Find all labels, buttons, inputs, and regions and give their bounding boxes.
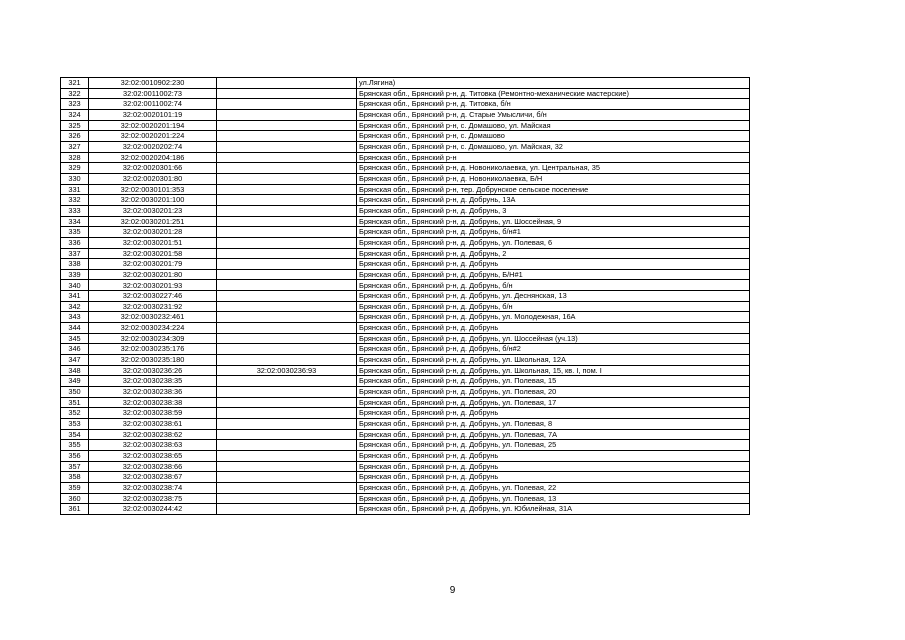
cadastral-number-cell: 32:02:0030238:61 [89,419,217,430]
row-number-cell: 331 [61,184,89,195]
address-cell: Брянская обл., Брянский р-н, д. Добрунь, ул. Полевая, 8 [357,419,750,430]
table-row [61,323,750,334]
table-row [61,280,750,291]
address-cell: Брянская обл., Брянский р-н, тер. Добрунское сельское поселение [357,184,750,195]
address-cell: Брянская обл., Брянский р-н, д. Добрунь [357,472,750,483]
related-cadastral-number-cell [217,88,357,99]
address-cell: Брянская обл., Брянский р-н [357,152,750,163]
table-row [61,269,750,280]
row-number-cell: 322 [61,88,89,99]
cadastral-number-cell: 32:02:0030101:353 [89,184,217,195]
row-number-cell: 332 [61,195,89,206]
table-row [61,504,750,515]
table-row [61,376,750,387]
address-cell: Брянская обл., Брянский р-н, д. Добрунь, б/н#1 [357,227,750,238]
related-cadastral-number-cell [217,440,357,451]
page-number: 9 [449,585,456,596]
row-number-cell: 338 [61,259,89,270]
cadastral-number-cell: 32:02:0020201:194 [89,120,217,131]
address-cell: Брянская обл., Брянский р-н, д. Новониколаевка, ул. Центральная, 35 [357,163,750,174]
cadastral-number-cell: 32:02:0030201:28 [89,227,217,238]
related-cadastral-number-cell [217,397,357,408]
related-cadastral-number-cell [217,109,357,120]
row-number-cell: 342 [61,301,89,312]
related-cadastral-number-cell [217,419,357,430]
table-body [61,78,750,515]
cadastral-number-cell: 32:02:0030201:51 [89,237,217,248]
row-number-cell: 341 [61,291,89,302]
cadastral-number-cell: 32:02:0030201:80 [89,269,217,280]
table-row [61,173,750,184]
row-number-cell: 352 [61,408,89,419]
address-cell: Брянская обл., Брянский р-н, д. Добрунь [357,408,750,419]
address-cell: Брянская обл., Брянский р-н, д. Новониколаевка, Б/Н [357,173,750,184]
table-row [61,461,750,472]
table-row [61,365,750,376]
cadastral-number-cell: 32:02:0030232:461 [89,312,217,323]
row-number-cell: 360 [61,493,89,504]
related-cadastral-number-cell [217,323,357,334]
address-cell: Брянская обл., Брянский р-н, с. Домашово [357,131,750,142]
row-number-cell: 353 [61,419,89,430]
table-row [61,493,750,504]
address-cell: Брянская обл., Брянский р-н, д. Добрунь, ул. Полевая, 13 [357,493,750,504]
address-cell: Брянская обл., Брянский р-н, д. Добрунь, ул. Полевая, 22 [357,482,750,493]
table-row [61,99,750,110]
address-cell: Брянская обл., Брянский р-н, с. Домашово, ул. Майская, 32 [357,141,750,152]
related-cadastral-number-cell [217,333,357,344]
related-cadastral-number-cell [217,195,357,206]
related-cadastral-number-cell [217,450,357,461]
address-cell: Брянская обл., Брянский р-н, д. Добрунь [357,450,750,461]
table-row [61,397,750,408]
cadastral-number-cell: 32:02:0020201:224 [89,131,217,142]
related-cadastral-number-cell [217,312,357,323]
table-row [61,440,750,451]
address-cell: Брянская обл., Брянский р-н, д. Добрунь, ул. Шоссейная (уч.13) [357,333,750,344]
related-cadastral-number-cell [217,216,357,227]
cadastral-number-cell: 32:02:0030235:176 [89,344,217,355]
row-number-cell: 358 [61,472,89,483]
related-cadastral-number-cell [217,504,357,515]
row-number-cell: 325 [61,120,89,131]
table-row [61,312,750,323]
table-row [61,301,750,312]
table-row [61,387,750,398]
address-cell: Брянская обл., Брянский р-н, д. Добрунь, ул. Полевая, 7А [357,429,750,440]
cadastral-number-cell: 32:02:0030238:74 [89,482,217,493]
table-row [61,163,750,174]
row-number-cell: 348 [61,365,89,376]
address-cell: Брянская обл., Брянский р-н, д. Добрунь, ул. Деснянская, 13 [357,291,750,302]
address-cell: Брянская обл., Брянский р-н, д. Добрунь, ул. Школьная, 12А [357,355,750,366]
related-cadastral-number-cell [217,269,357,280]
cadastral-number-cell: 32:02:0030234:224 [89,323,217,334]
row-number-cell: 359 [61,482,89,493]
related-cadastral-number-cell [217,237,357,248]
cadastral-number-cell: 32:02:0010902:230 [89,78,217,89]
related-cadastral-number-cell [217,355,357,366]
cadastral-number-cell: 32:02:0020301:80 [89,173,217,184]
table-row [61,88,750,99]
related-cadastral-number-cell [217,344,357,355]
row-number-cell: 336 [61,237,89,248]
cadastral-number-cell: 32:02:0030238:63 [89,440,217,451]
related-cadastral-number-cell: 32:02:0030236:93 [217,365,357,376]
cadastral-number-cell: 32:02:0030238:65 [89,450,217,461]
row-number-cell: 324 [61,109,89,120]
row-number-cell: 356 [61,450,89,461]
table-row [61,184,750,195]
related-cadastral-number-cell [217,493,357,504]
cadastral-number-cell: 32:02:0030201:58 [89,248,217,259]
cadastral-number-cell: 32:02:0030201:93 [89,280,217,291]
related-cadastral-number-cell [217,472,357,483]
related-cadastral-number-cell [217,387,357,398]
table-row [61,344,750,355]
address-cell: Брянская обл., Брянский р-н, д. Добрунь, ул. Школьная, 15, кв. I, пом. I [357,365,750,376]
table-row [61,408,750,419]
address-cell: Брянская обл., Брянский р-н, с. Домашово, ул. Майская [357,120,750,131]
row-number-cell: 333 [61,205,89,216]
cadastral-number-cell: 32:02:0030201:100 [89,195,217,206]
table-row [61,205,750,216]
table-row [61,78,750,89]
related-cadastral-number-cell [217,301,357,312]
row-number-cell: 329 [61,163,89,174]
related-cadastral-number-cell [217,227,357,238]
address-cell: Брянская обл., Брянский р-н, д. Добрунь, б/н#2 [357,344,750,355]
cadastral-number-cell: 32:02:0030201:251 [89,216,217,227]
related-cadastral-number-cell [217,131,357,142]
related-cadastral-number-cell [217,461,357,472]
address-cell: Брянская обл., Брянский р-н, д. Добрунь [357,323,750,334]
row-number-cell: 346 [61,344,89,355]
address-cell: Брянская обл., Брянский р-н, д. Добрунь, ул. Молодежная, 16А [357,312,750,323]
row-number-cell: 357 [61,461,89,472]
cadastral-number-cell: 32:02:0030235:180 [89,355,217,366]
table-row [61,248,750,259]
row-number-cell: 326 [61,131,89,142]
address-cell: Брянская обл., Брянский р-н, д. Добрунь, ул. Шоссейная, 9 [357,216,750,227]
address-cell: Брянская обл., Брянский р-н, д. Добрунь, Б/Н#1 [357,269,750,280]
table-row [61,419,750,430]
cadastral-number-cell: 32:02:0030238:36 [89,387,217,398]
address-cell: Брянская обл., Брянский р-н, д. Добрунь, 2 [357,248,750,259]
cadastral-number-cell: 32:02:0030201:79 [89,259,217,270]
table-row [61,450,750,461]
cadastral-number-cell: 32:02:0030244:42 [89,504,217,515]
table-row [61,131,750,142]
address-cell: Брянская обл., Брянский р-н, д. Добрунь, ул. Юбилейная, 31А [357,504,750,515]
cadastral-number-cell: 32:02:0020301:66 [89,163,217,174]
row-number-cell: 350 [61,387,89,398]
address-cell: Брянская обл., Брянский р-н, д. Добрунь [357,461,750,472]
row-number-cell: 321 [61,78,89,89]
cadastral-number-cell: 32:02:0030227:46 [89,291,217,302]
address-cell: Брянская обл., Брянский р-н, д. Титовка, б/н [357,99,750,110]
table-row [61,291,750,302]
table-row [61,216,750,227]
address-cell: Брянская обл., Брянский р-н, д. Добрунь [357,259,750,270]
address-cell: Брянская обл., Брянский р-н, д. Добрунь, ул. Полевая, 6 [357,237,750,248]
related-cadastral-number-cell [217,120,357,131]
related-cadastral-number-cell [217,205,357,216]
table-row [61,120,750,131]
table-row [61,355,750,366]
table-row [61,259,750,270]
row-number-cell: 339 [61,269,89,280]
address-cell: Брянская обл., Брянский р-н, д. Добрунь, 3 [357,205,750,216]
row-number-cell: 335 [61,227,89,238]
row-number-cell: 327 [61,141,89,152]
cadastral-number-cell: 32:02:0030236:26 [89,365,217,376]
row-number-cell: 330 [61,173,89,184]
cadastral-number-cell: 32:02:0030201:23 [89,205,217,216]
cadastral-number-cell: 32:02:0020204:186 [89,152,217,163]
related-cadastral-number-cell [217,429,357,440]
related-cadastral-number-cell [217,152,357,163]
cadastral-number-cell: 32:02:0030238:75 [89,493,217,504]
row-number-cell: 345 [61,333,89,344]
address-cell: Брянская обл., Брянский р-н, д. Добрунь, ул. Полевая, 25 [357,440,750,451]
related-cadastral-number-cell [217,259,357,270]
related-cadastral-number-cell [217,376,357,387]
property-table [60,77,750,515]
row-number-cell: 354 [61,429,89,440]
row-number-cell: 344 [61,323,89,334]
address-cell: Брянская обл., Брянский р-н, д. Старые Умысличи, б/н [357,109,750,120]
related-cadastral-number-cell [217,248,357,259]
related-cadastral-number-cell [217,141,357,152]
cadastral-number-cell: 32:02:0030238:62 [89,429,217,440]
table-row [61,482,750,493]
address-cell: Брянская обл., Брянский р-н, д. Добрунь, б/н [357,280,750,291]
table-row [61,141,750,152]
row-number-cell: 351 [61,397,89,408]
address-cell: ул.Лягина) [357,78,750,89]
table-row [61,472,750,483]
table-row [61,227,750,238]
related-cadastral-number-cell [217,173,357,184]
related-cadastral-number-cell [217,482,357,493]
table-row [61,429,750,440]
address-cell: Брянская обл., Брянский р-н, д. Добрунь, ул. Полевая, 15 [357,376,750,387]
related-cadastral-number-cell [217,78,357,89]
cadastral-number-cell: 32:02:0030238:59 [89,408,217,419]
row-number-cell: 361 [61,504,89,515]
row-number-cell: 347 [61,355,89,366]
cadastral-number-cell: 32:02:0030234:309 [89,333,217,344]
table-row [61,333,750,344]
related-cadastral-number-cell [217,163,357,174]
cadastral-number-cell: 32:02:0030238:66 [89,461,217,472]
cadastral-number-cell: 32:02:0030238:35 [89,376,217,387]
cadastral-number-cell: 32:02:0011002:73 [89,88,217,99]
row-number-cell: 323 [61,99,89,110]
table-row [61,237,750,248]
row-number-cell: 349 [61,376,89,387]
address-cell: Брянская обл., Брянский р-н, д. Добрунь, ул. Полевая, 17 [357,397,750,408]
related-cadastral-number-cell [217,291,357,302]
row-number-cell: 340 [61,280,89,291]
cadastral-number-cell: 32:02:0030238:67 [89,472,217,483]
cadastral-number-cell: 32:02:0020101:19 [89,109,217,120]
related-cadastral-number-cell [217,99,357,110]
address-cell: Брянская обл., Брянский р-н, д. Титовка (Ремонтно-механические мастерские) [357,88,750,99]
related-cadastral-number-cell [217,280,357,291]
address-cell: Брянская обл., Брянский р-н, д. Добрунь, 13А [357,195,750,206]
cadastral-number-cell: 32:02:0020202:74 [89,141,217,152]
address-cell: Брянская обл., Брянский р-н, д. Добрунь, ул. Полевая, 20 [357,387,750,398]
cadastral-number-cell: 32:02:0030231:92 [89,301,217,312]
related-cadastral-number-cell [217,408,357,419]
row-number-cell: 355 [61,440,89,451]
row-number-cell: 334 [61,216,89,227]
row-number-cell: 328 [61,152,89,163]
table-row [61,109,750,120]
cadastral-number-cell: 32:02:0011002:74 [89,99,217,110]
related-cadastral-number-cell [217,184,357,195]
address-cell: Брянская обл., Брянский р-н, д. Добрунь, б/н [357,301,750,312]
table-row [61,152,750,163]
row-number-cell: 343 [61,312,89,323]
cadastral-number-cell: 32:02:0030238:38 [89,397,217,408]
row-number-cell: 337 [61,248,89,259]
table-row [61,195,750,206]
